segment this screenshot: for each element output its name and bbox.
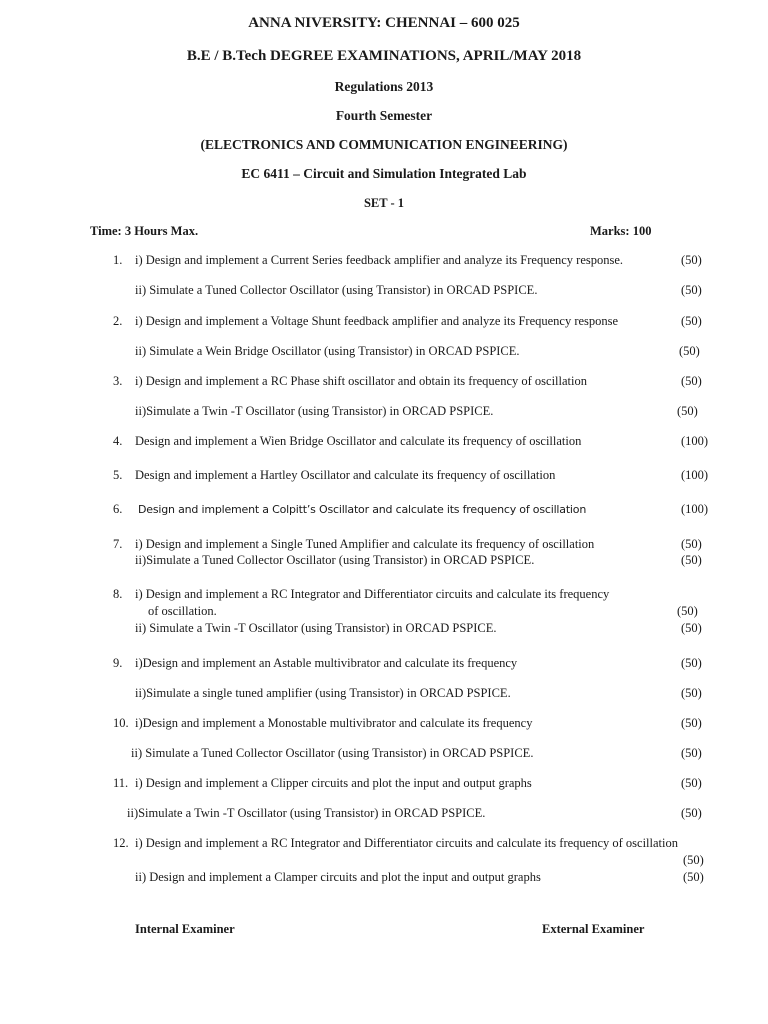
marks: (50) bbox=[681, 656, 702, 670]
exam-title: B.E / B.Tech DEGREE EXAMINATIONS, APRIL/MAY 2018 bbox=[186, 48, 582, 64]
marks-label: Marks: 100 bbox=[590, 224, 652, 238]
question-part-b: ii)Simulate a Tuned Collector Oscillator (using Transistor) in ORCAD PSPICE. bbox=[135, 553, 535, 567]
question-number: 3. bbox=[113, 374, 123, 388]
question-part-a: i) Design and implement a Voltage Shunt feedback amplifier and analyze its Frequency response bbox=[135, 314, 619, 328]
question-part-a: i)Design and implement an Astable multivibrator and calculate its frequency bbox=[135, 656, 518, 670]
question-part-a: i)Design and implement a Monostable multivibrator and calculate its frequency bbox=[135, 716, 533, 730]
question-part-a: i) Design and implement a Current Series feedback amplifier and analyze its Frequency response. bbox=[135, 253, 624, 267]
semester: Fourth Semester bbox=[335, 108, 433, 123]
marks: (50) bbox=[683, 853, 704, 867]
question-part-b: ii) Simulate a Tuned Collector Oscillator (using Transistor) in ORCAD PSPICE. bbox=[135, 283, 538, 297]
question-number: 4. bbox=[113, 434, 123, 448]
marks: (50) bbox=[681, 314, 702, 328]
marks: (50) bbox=[681, 283, 702, 297]
question-number: 8. bbox=[113, 587, 123, 601]
marks: (100) bbox=[681, 502, 709, 516]
marks: (50) bbox=[681, 537, 702, 551]
marks: (50) bbox=[683, 870, 704, 884]
regulations: Regulations 2013 bbox=[334, 79, 434, 94]
marks: (50) bbox=[681, 776, 702, 790]
question-part-a: i) Design and implement a Clipper circuits and plot the input and output graphs bbox=[135, 776, 532, 790]
marks: (50) bbox=[681, 374, 702, 388]
question-part-b: ii) Simulate a Tuned Collector Oscillator (using Transistor) in ORCAD PSPICE. bbox=[131, 746, 534, 760]
marks: (50) bbox=[681, 553, 702, 567]
question-part-b: ii)Simulate a Twin -T Oscillator (using Transistor) in ORCAD PSPICE. bbox=[127, 806, 486, 820]
marks: (50) bbox=[681, 621, 702, 635]
question-number: 10. bbox=[113, 716, 129, 730]
question-part-b: ii)Simulate a single tuned amplifier (using Transistor) in ORCAD PSPICE. bbox=[135, 686, 511, 700]
question-part-a: Design and implement a Colpitt’s Oscillator and calculate its frequency of oscillation bbox=[138, 503, 587, 516]
marks: (50) bbox=[681, 806, 702, 820]
set-number: SET - 1 bbox=[363, 196, 405, 210]
question-part-b: ii) Simulate a Twin -T Oscillator (using Transistor) in ORCAD PSPICE. bbox=[135, 621, 497, 635]
marks: (50) bbox=[681, 686, 702, 700]
university-title: ANNA NIVERSITY: CHENNAI – 600 025 bbox=[248, 15, 520, 31]
question-part-b: ii) Design and implement a Clamper circuits and plot the input and output graphs bbox=[135, 870, 541, 884]
question-number: 9. bbox=[113, 656, 123, 670]
question-part-a: i) Design and implement a RC Integrator and Differentiator circuits and calculate its frequency of oscillation bbox=[135, 836, 678, 850]
marks: (100) bbox=[681, 468, 709, 482]
question-part-a: i) Design and implement a Single Tuned Amplifier and calculate its frequency of oscillation bbox=[135, 537, 595, 551]
question-number: 5. bbox=[113, 468, 123, 482]
department: (ELECTRONICS AND COMMUNICATION ENGINEERING) bbox=[200, 137, 568, 152]
marks: (50) bbox=[681, 253, 702, 267]
question-part-a: i) Design and implement a RC Integrator and Differentiator circuits and calculate its frequency bbox=[135, 587, 610, 601]
time-label: Time: 3 Hours Max. bbox=[90, 224, 199, 238]
question-number: 12. bbox=[113, 836, 129, 850]
question-part-a: i) Design and implement a RC Phase shift oscillator and obtain its frequency of oscillation bbox=[135, 374, 587, 388]
question-number: 6. bbox=[113, 502, 123, 516]
question-number: 7. bbox=[113, 537, 123, 551]
question-part-b: ii)Simulate a Twin -T Oscillator (using Transistor) in ORCAD PSPICE. bbox=[135, 404, 494, 418]
question-part-b: ii) Simulate a Wein Bridge Oscillator (using Transistor) in ORCAD PSPICE. bbox=[135, 344, 520, 358]
marks: (50) bbox=[681, 746, 702, 760]
external-examiner-signature: External Examiner bbox=[542, 922, 645, 936]
marks: (100) bbox=[681, 434, 709, 448]
marks: (50) bbox=[681, 716, 702, 730]
marks: (50) bbox=[677, 404, 698, 418]
question-part-a: Design and implement a Wien Bridge Oscillator and calculate its frequency of oscillation bbox=[135, 434, 582, 448]
question-part-a: Design and implement a Hartley Oscillator and calculate its frequency of oscillation bbox=[135, 468, 556, 482]
question-number: 11. bbox=[113, 776, 129, 790]
marks: (50) bbox=[677, 604, 698, 618]
question-number: 2. bbox=[113, 314, 123, 328]
course-title: EC 6411 – Circuit and Simulation Integrated Lab bbox=[241, 166, 527, 181]
question-number: 1. bbox=[113, 253, 123, 267]
marks: (50) bbox=[679, 344, 700, 358]
question-part-a-continued: of oscillation. bbox=[148, 604, 217, 618]
internal-examiner-signature: Internal Examiner bbox=[135, 922, 235, 936]
